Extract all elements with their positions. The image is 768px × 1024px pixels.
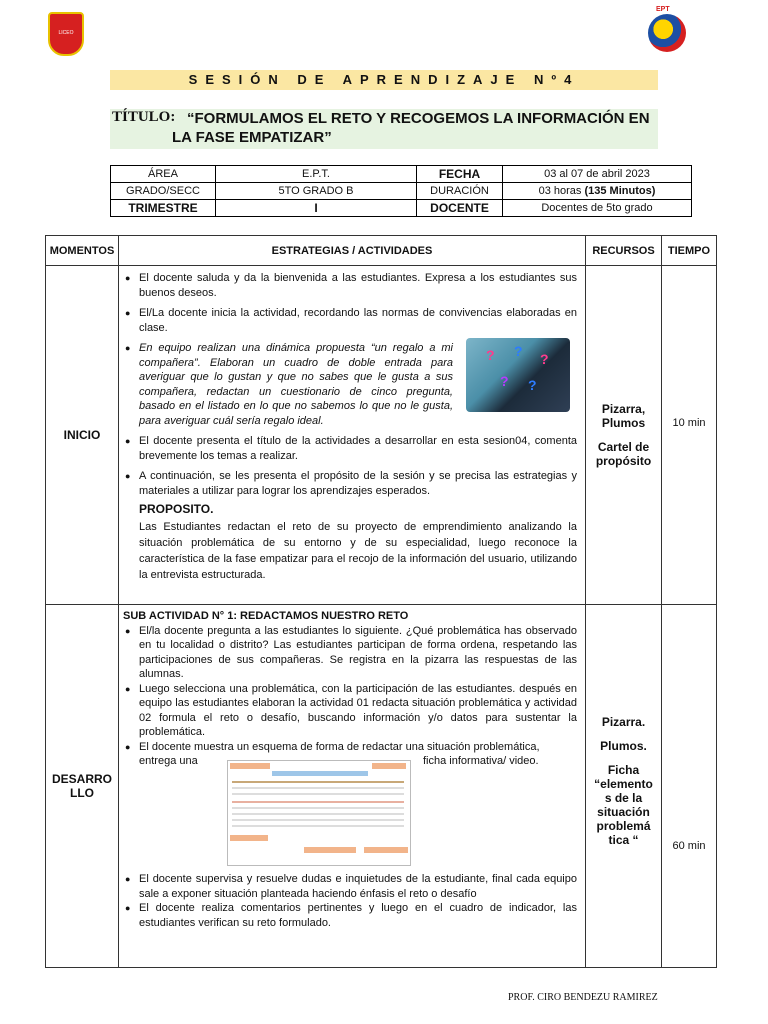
resource-item: Cartel de [597,440,650,454]
session-table [45,235,717,968]
resource-item: propósito [595,454,652,468]
list-item: ● Luego selecciona una problemática, con la participación de las estudiantes. después en equipo las estudiantes elaboran la actividad 01 redacta situación problemática y actividad 02 formula el reto o desafío, buscando información y/o datos para sustentar la problemática. [125,682,577,738]
ficha-text: ficha informativa/ video. [423,755,539,767]
resource-item: Pizarra. [601,715,646,729]
duracion-extra: (135 Minutos) [584,185,656,197]
moment-desarrollo [46,605,119,968]
list-item: ● El docente presenta el título de la actividades a desarrollar en esta sesion04, comenta brevemente los temas a realizar. [125,435,577,462]
docente-value: Docentes de 5to grado [503,200,692,217]
desarrollo-time [662,605,717,968]
scheme-row [123,754,577,872]
grado-value: 5TO GRADO B [216,183,417,200]
resource-item: situación [597,805,650,819]
list-item: ● El docente realiza comentarios pertinentes y luego en el cuadro de indicador, las estudiantes verifican su reto formulado. [125,902,577,929]
footer-author: PROF. CIRO BENDEZU RAMIREZ [508,992,658,1003]
title-line-2: LA FASE EMPATIZAR” [172,129,332,146]
col-recursos: RECURSOS [586,236,662,266]
desarrollo-resources [586,605,662,968]
resource-item: problemá [596,819,651,833]
duracion-value: 03 horas [538,185,582,197]
grado-label: GRADO/SECC [111,183,216,200]
fecha-value: 03 al 07 de abril 2023 [503,166,692,183]
title-line-1: “FORMULAMOS EL RETO Y RECOGEMOS LA INFORMACIÓN EN [187,110,650,127]
list-item: ● El docente supervisa y resuelve dudas e inquietudes de la estudiante, final cada equipo sale a exponer situación planteada haciendo énfasis el reto o desafío [125,873,577,900]
list-item: ● El/la docente pregunta a las estudiantes lo siguiente. ¿Qué problemática has observado en tu localidad o distrito? Las estudiantes participan de forma ordena, respetando las participaciones de sus compañeras. Se registra en la pizarra las respuestas de las alumnas. [125,624,577,680]
col-estrategias: ESTRATEGIAS / ACTIVIDADES [119,236,586,266]
ept-logo-text: EPT [656,6,670,13]
time-value: 60 min [672,840,706,852]
trimestre-value: I [216,200,417,217]
list-item: ● En equipo realizan una dinámica propuesta “un regalo a mi compañera”. Elaboran un cuadro de doble entrada para averiguar que lo gustan y que no sabes que le gusta a sus compañera, redactan un cuestionario de cinco pregunta, basado en el listado en lo que no sabemos lo que no le gusta, para averiguar cuál sería regalo ideal. [125,342,453,427]
title-block [110,109,658,149]
area-label: ÁREA [111,166,216,183]
school-logo-text: LICEO [58,30,74,36]
desarrollo-activities [119,605,586,968]
duracion-label: DURACIÓN [417,183,503,200]
proposito-title: PROPOSITO. [139,502,214,516]
resource-item: Plumos [601,416,646,430]
moment-inicio: INICIO [46,266,119,605]
resource-item: Ficha [607,763,640,777]
moment-desarrollo-2: LLO [70,786,94,800]
moment-desarrollo-1: DESARRO [51,772,112,786]
list-item: ● A continuación, se les presenta el propósito de la sesión y se precisa las estrategias y materiales a utilizar para lograr los aprendizajes esperados. [125,470,577,497]
inicio-activities [119,266,586,605]
time-value: 10 min [672,417,706,429]
duracion-cell [503,183,692,200]
trimestre-label: TRIMESTRE [111,200,216,217]
resource-item: “elemento [594,777,653,791]
fecha-label: FECHA [417,166,503,183]
inicio-time [662,266,717,605]
sub-activity-title: SUB ACTIVIDAD N° 1: REDACTAMOS NUESTRO RETO [123,610,409,622]
resource-item: Plumos. [600,739,647,753]
list-item: ● El/La docente inicia la actividad, recordando las normas de convivencias elaboradas en clase. [125,307,577,334]
problem-scheme-image [227,760,411,866]
info-table [110,165,692,217]
list-item: ● El docente saluda y da la bienvenida a las estudiantes. Expresa a los estudiantes sus buenos deseos. [125,272,577,299]
area-value: E.P.T. [216,166,417,183]
resource-item: s de la [604,791,643,805]
resource-item: Pizarra, [601,402,646,416]
gift-box-image: ? ? ? ? ? [466,338,570,412]
docente-label: DOCENTE [417,200,503,217]
school-logo-icon [48,12,84,56]
entrega-text: entrega una [139,755,198,767]
col-momentos: MOMENTOS [46,236,119,266]
session-title: SESIÓN DE APRENDIZAJE Nº4 [110,70,658,90]
resource-item: tica “ [608,833,639,847]
ept-logo-icon [648,6,686,52]
inicio-resources [586,266,662,605]
proposito-text: Las Estudiantes redactan el reto de su proyecto de emprendimiento analizando la situación problemática de su entorno y de su especialidad, luego reconoce la característica de la fase empatizar para el recojo de la información del usuario, utilizando la entrevista estructurada. [139,520,577,581]
col-tiempo: TIEMPO [662,236,717,266]
list-item: ● El docente muestra un esquema de forma de redactar una situación problemática, [125,740,540,753]
title-label: TÍTULO: [112,109,176,125]
